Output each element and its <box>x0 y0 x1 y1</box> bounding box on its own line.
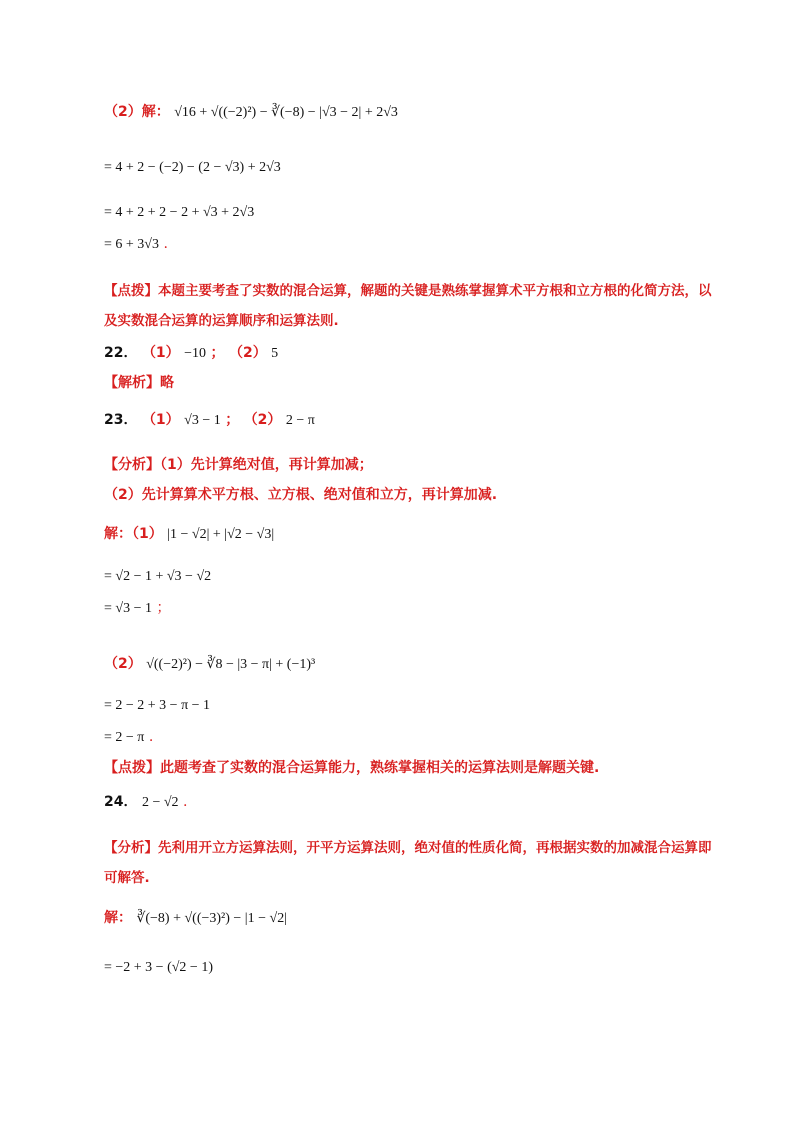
q24-analysis-text: 先利用开立方运算法则，开平方运算法则，绝对值的性质化简，再根据实数的加减混合运算即可解答. <box>104 840 712 886</box>
q24-sol-expression: ∛(−8) + √((−3)²) − |1 − √2| <box>136 911 287 926</box>
q23-separator: ； <box>225 412 240 428</box>
q24-sol-step1: = −2 + 3 − (√2 − 1) <box>104 960 213 975</box>
q21-step3-end: . <box>163 236 168 252</box>
q24-sol-line <box>104 908 287 929</box>
q22-analysis <box>104 373 174 393</box>
q23-sol2-step2: = 2 − π <box>104 730 145 745</box>
q23-analysis-text1: （1）先计算绝对值，再计算加减； <box>160 457 373 473</box>
q22-part2-label: （2） <box>228 345 267 361</box>
q23-analysis-line1 <box>104 455 373 475</box>
q24-analysis <box>104 833 714 893</box>
q23-analysis-tag: 【分析】 <box>104 457 160 473</box>
q23-sol1-step2-line <box>104 598 170 619</box>
q23-line <box>104 410 315 431</box>
q24-sol-label: 解： <box>104 910 132 926</box>
q21-tip-tag: 【点拨】 <box>104 283 158 299</box>
q23-analysis-line2 <box>104 485 497 505</box>
q23-sol2-step1: = 2 − 2 + 3 − π − 1 <box>104 698 211 713</box>
q21-step1: = 4 + 2 − (−2) − (2 − √3) + 2√3 <box>104 160 281 175</box>
q21-step3-line <box>104 234 168 255</box>
q22-part1-value: −10 <box>184 346 207 361</box>
q24-value: 2 − √2 <box>141 795 179 810</box>
q22-number: 22． <box>104 345 138 361</box>
q24-line <box>104 792 187 813</box>
q22-part1-label: （1） <box>141 345 180 361</box>
q22-line <box>104 343 278 364</box>
q23-part2-value: 2 − π <box>285 413 315 428</box>
q23-sol2-end: . <box>148 729 154 745</box>
q22-part2-value: 5 <box>271 346 279 361</box>
q23-tip-text: 此题考查了实数的混合运算能力，熟练掌握相关的运算法则是解题关键. <box>160 760 600 776</box>
q23-sol2-line <box>104 654 315 675</box>
q23-tip-tag: 【点拨】 <box>104 760 160 776</box>
q22-analysis-tag: 【解析】 <box>104 375 160 391</box>
q23-sol2-label: （2） <box>104 656 142 672</box>
q23-number: 23． <box>104 412 138 428</box>
q21-step3: = 6 + 3√3 <box>104 237 159 252</box>
q21-part2-expression: √16 + √((−2)²) − ∛(−8) − |√3 − 2| + 2√3 <box>174 105 398 120</box>
q21-step2: = 4 + 2 + 2 − 2 + √3 + 2√3 <box>104 205 255 220</box>
q23-sol2-step2-line <box>104 727 153 748</box>
q24-end: . <box>182 794 188 810</box>
q21-tip <box>104 276 714 336</box>
q24-analysis-tag: 【分析】 <box>104 840 158 856</box>
q24-number: 24． <box>104 794 138 810</box>
q21-tip-text: 本题主要考查了实数的混合运算，解题的关键是熟练掌握算术平方根和立方根的化简方法，以及实数混合运算的运算顺序和运算法则. <box>104 283 712 329</box>
q23-part1-value: √3 − 1 <box>184 413 221 428</box>
q23-sol1-line <box>104 524 274 545</box>
q23-sol1-step2: = √3 − 1 <box>104 601 152 616</box>
q23-sol1-label: 解：（1） <box>104 526 163 542</box>
q23-tip <box>104 758 599 778</box>
q23-analysis-text2: （2）先计算算术平方根、立方根、绝对值和立方，再计算加减. <box>104 487 498 503</box>
q23-sol2-expression: √((−2)²) − ∛8 − |3 − π| + (−1)³ <box>146 657 316 672</box>
q22-separator: ； <box>210 345 225 361</box>
q23-sol1-step1: = √2 − 1 + √3 − √2 <box>104 569 212 584</box>
q22-analysis-text: 略 <box>160 375 174 391</box>
q21-part2-line <box>104 102 398 123</box>
q23-part2-label: （2） <box>243 412 282 428</box>
q23-sol1-expression: |1 − √2| + |√2 − √3| <box>167 527 275 542</box>
q21-part2-label: （2）解： <box>104 104 170 120</box>
q23-part1-label: （1） <box>141 412 180 428</box>
q23-sol1-end: ； <box>156 600 171 616</box>
